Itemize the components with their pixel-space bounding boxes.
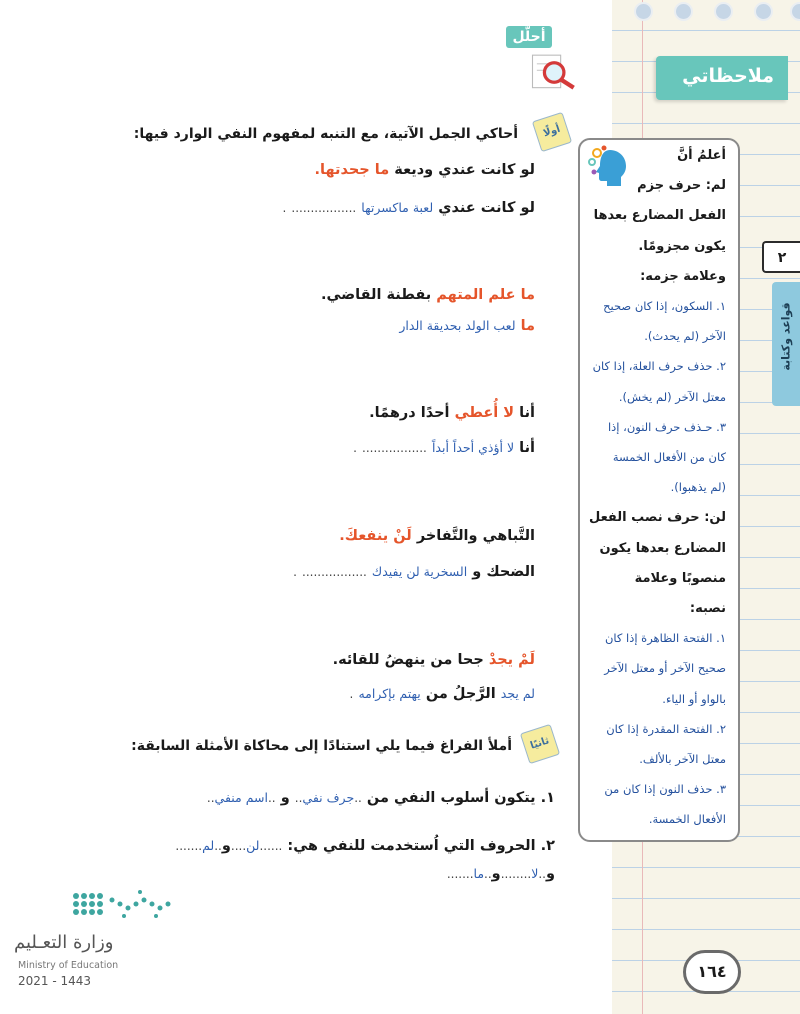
notes-line: منصوبًا وعلامة: [634, 570, 726, 586]
question-2-continued: و..لا........و..ما.......: [446, 866, 555, 882]
notes-line: نصبه:: [689, 601, 726, 616]
handwritten-answer[interactable]: السخرية لن يفيدك: [371, 564, 468, 579]
question-text: ١. يتكون أسلوب النفي من: [366, 790, 555, 806]
answer-prefix: لو كانت عندي: [438, 200, 535, 216]
example-text: بفطنة القاضي.: [320, 287, 432, 303]
handwritten-answer[interactable]: اسم منفي: [214, 790, 268, 805]
negation-highlight: ما جحدتها.: [314, 162, 390, 178]
page-number: ١٦٤: [683, 950, 741, 994]
example-sentence: [315, 162, 536, 178]
ministry-logo-mark-icon: [66, 884, 186, 924]
notes-line: بالواو أو الياء.: [662, 691, 726, 706]
notes-line: معتل الآخر بالألف.: [639, 752, 726, 766]
handwritten-answer[interactable]: يهتم بإكرامه: [358, 686, 421, 701]
negation-highlight: لَنْ ينفعكَ.: [339, 528, 412, 544]
example-text: التَّباهي والتَّفاخر: [416, 528, 535, 544]
ministry-name-arabic: وزارة التعـليم: [14, 932, 114, 953]
thinking-head-icon: [588, 144, 632, 192]
handwritten-answer[interactable]: لم: [202, 838, 215, 853]
answer-blank[interactable]: .................: [302, 565, 367, 579]
notes-tab: ملاحظاتي: [656, 56, 788, 100]
answer-line: أنا لا أؤذي أحداً أبداً ................. .: [353, 440, 535, 456]
answer-prefix: ما: [520, 318, 535, 334]
answer-line: الضحك و السخرية لن يفيدك ................. .: [293, 564, 535, 580]
notes-line: ٢. حذف حرف العلة، إذا كان: [592, 359, 726, 374]
example-text: أنا: [519, 405, 535, 421]
answer-line: لو كانت عندي لعبة ماكسرتها ................. .: [282, 200, 535, 216]
notes-line: ١. السكون، إذا كان صحيح: [603, 299, 726, 313]
example-text: لو كانت عندي وديعة: [394, 162, 535, 178]
example-text: جحا من ينهضُ للقائه.: [332, 652, 484, 668]
binder-hole: [754, 2, 773, 21]
example-text: أحدًا درهمًا.: [369, 405, 450, 421]
ministry-name-english: Ministry of Education: [18, 960, 119, 971]
notes-line: يكون مجزومًا.: [638, 238, 726, 254]
notes-line: ٢. الفتحة المقدرة إذا كان: [606, 721, 726, 736]
answer-line: [399, 318, 535, 334]
exercise-badge-second: ثانيًا: [520, 724, 560, 764]
exercise-badge-first: أولًا: [532, 112, 572, 152]
notes-line: صحيح الآخر أو معتل الآخر: [604, 661, 726, 676]
negation-highlight: ما علم المتهم: [436, 287, 535, 303]
binder-hole: [790, 2, 800, 21]
answer-blank[interactable]: .................: [291, 201, 357, 215]
notes-line: كان من الأفعال الخمسة: [612, 450, 726, 464]
unit-side-tab: [772, 282, 800, 406]
notes-line: ٣. حذف النون إذا كان من: [604, 782, 726, 797]
handwritten-answer[interactable]: لا أؤذي أحداً أبداً: [431, 440, 515, 455]
handwritten-answer[interactable]: لم يجد: [500, 686, 535, 701]
answer-blank[interactable]: .................: [362, 441, 427, 455]
notes-line: الأفعال الخمسة.: [648, 812, 726, 827]
edition-year: 2021 - 1443: [18, 974, 92, 988]
notes-line: وعلامة جزمه:: [640, 268, 726, 284]
example-sentence: [333, 652, 535, 668]
notes-line: ٣. حـذف حرف النون، إذا: [607, 419, 726, 434]
binder-hole: [634, 2, 653, 21]
analyze-label: أحلّل: [506, 26, 552, 48]
exercise1-instruction: أحاكي الجمل الآتية، مع التنبه لمفهوم النفي الوارد فيها:: [133, 126, 518, 142]
negation-highlight: لَمْ يجدْ: [488, 652, 535, 668]
ministry-logo: [14, 884, 174, 994]
notes-line: الفعل المضارع بعدها: [593, 208, 726, 224]
negation-highlight: لا أُعطي: [454, 405, 515, 421]
answer-line: لم يجد الرَّجلُ من يهتم بإكرامه .: [349, 686, 535, 702]
notes-line: ١. الفتحة الظاهرة إذا كان: [604, 631, 726, 646]
handwritten-answer[interactable]: لعب الولد بحديقة الدار: [399, 318, 516, 333]
binder-hole: [674, 2, 693, 21]
handwritten-answer[interactable]: لن: [246, 838, 260, 853]
binder-holes: [630, 2, 800, 26]
unit-number: ٢: [762, 241, 800, 273]
conjunction: و: [280, 790, 290, 806]
handwritten-answer[interactable]: لعبة ماكسرتها: [361, 200, 434, 215]
question-1: ١. يتكون أسلوب النفي من ..جرف نفي.. و ..اسم منفي..: [206, 790, 555, 806]
notes-box: [578, 138, 740, 842]
exercise2-instruction: أملأ الفراغ فيما يلي استنادًا إلى محاكاة الأمثلة السابقة:: [131, 738, 512, 754]
notes-line: لم: حرف جزم: [637, 178, 726, 194]
notes-line: المضارع بعدها يكون: [599, 540, 726, 556]
example-sentence: [321, 287, 535, 303]
answer-prefix: أنا: [519, 440, 535, 456]
handwritten-answer[interactable]: لا: [531, 866, 539, 881]
notes-line: لن: حرف نصب الفعل: [588, 510, 726, 526]
example-sentence: [339, 528, 535, 544]
handwritten-answer[interactable]: ما: [473, 866, 485, 881]
notes-line: معتل الآخر (لم يخش).: [618, 389, 726, 404]
example-sentence: [369, 405, 535, 421]
notes-line: الآخر (لم يحدث).: [644, 329, 726, 344]
answer-text: الرَّجلُ من: [425, 686, 496, 702]
notes-line: (لم يذهبوا).: [670, 480, 726, 495]
answer-prefix: الضحك و: [472, 564, 535, 580]
question-text: ٢. الحروف التي اُستخدمت للنفي هي:: [287, 838, 555, 854]
handwritten-answer[interactable]: جرف نفي: [302, 790, 355, 805]
question-2: ٢. الحروف التي اُستخدمت للنفي هي: ......لن....و..لم.......: [175, 838, 555, 854]
binder-hole: [714, 2, 733, 21]
unit-side-tab-label: قواعد وكتابة: [779, 302, 793, 371]
notes-line: أعلمُ أنَّ: [677, 148, 726, 163]
